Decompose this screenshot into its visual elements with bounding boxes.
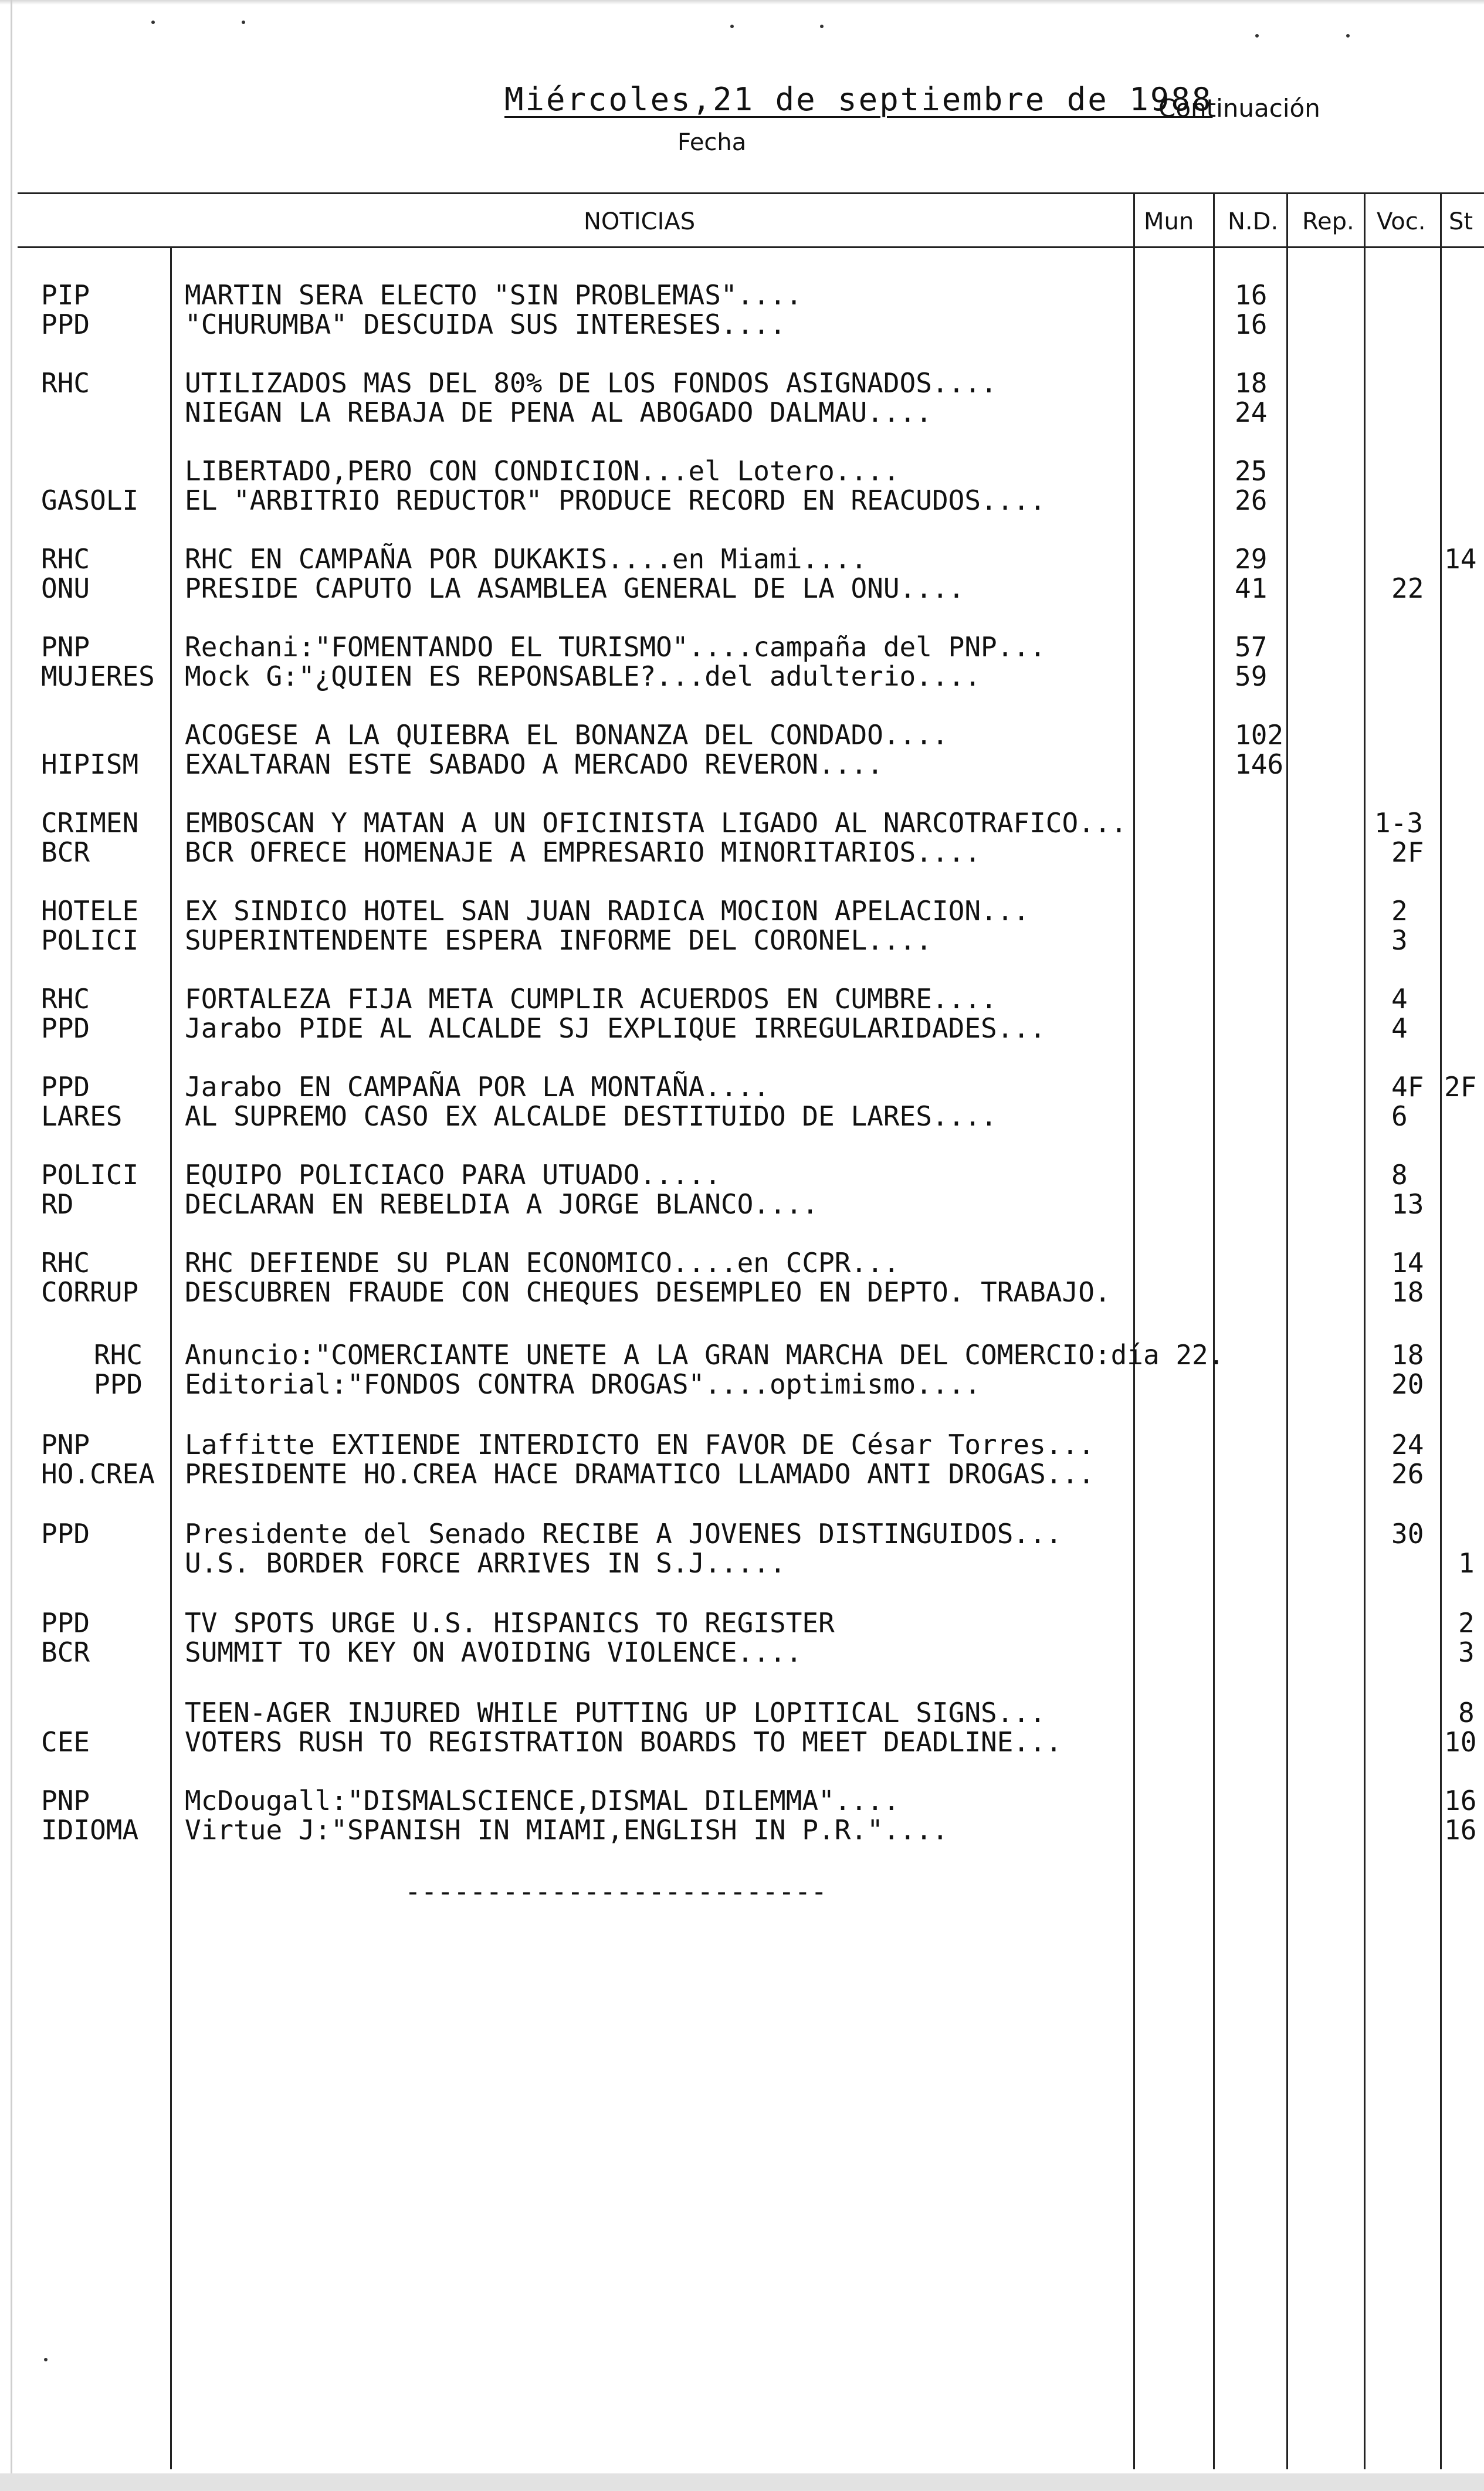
row-headline: Editorial:"FONDOS CONTRA DROGAS"....optimismo.... <box>185 1368 981 1400</box>
row-tag: PNP <box>41 1429 90 1460</box>
row-headline: TV SPOTS URGE U.S. HISPANICS TO REGISTER <box>185 1607 835 1639</box>
row-st: 16 <box>1444 1814 1477 1846</box>
row-tag: CRIMEN <box>41 807 139 839</box>
row-headline: EL "ARBITRIO REDUCTOR" PRODUCE RECORD EN REACUDOS.... <box>185 484 1046 516</box>
row-headline: AL SUPREMO CASO EX ALCALDE DESTITUIDO DE LARES.... <box>185 1100 997 1132</box>
row-tag: MUJERES <box>41 660 155 692</box>
col-header-nd: N.D. <box>1228 208 1279 235</box>
row-tag: RHC <box>41 1247 90 1279</box>
row-headline: EX SINDICO HOTEL SAN JUAN RADICA MOCION APELACION... <box>185 895 1030 927</box>
col-header-noticias: NOTICIAS <box>584 208 696 235</box>
row-headline: FORTALEZA FIJA META CUMPLIR ACUERDOS EN CUMBRE.... <box>185 983 997 1015</box>
row-nd: 102 <box>1235 719 1284 751</box>
row-headline: Presidente del Senado RECIBE A JOVENES DISTINGUIDOS... <box>185 1518 1062 1550</box>
row-tag: HIPISM <box>41 748 139 780</box>
row-tag: BCR <box>41 1636 90 1668</box>
row-tag: PNP <box>41 631 90 663</box>
row-tag: PPD <box>41 1518 90 1550</box>
row-headline: EMBOSCAN Y MATAN A UN OFICINISTA LIGADO AL NARCOTRAFICO... <box>185 807 1127 839</box>
row-voc: 4 <box>1391 1012 1408 1044</box>
tag-column-divider <box>170 246 172 2469</box>
row-voc: 6 <box>1391 1100 1408 1132</box>
row-headline: SUPERINTENDENTE ESPERA INFORME DEL CORONEL.... <box>185 924 932 956</box>
row-headline: UTILIZADOS MAS DEL 80% DE LOS FONDOS ASIGNADOS.... <box>185 367 997 399</box>
row-tag: RHC <box>94 1339 143 1371</box>
row-headline: PRESIDENTE HO.CREA HACE DRAMATICO LLAMADO ANTI DROGAS... <box>185 1458 1095 1490</box>
row-voc: 1-3 <box>1374 807 1424 839</box>
row-headline: PRESIDE CAPUTO LA ASAMBLEA GENERAL DE LA ONU.... <box>185 572 965 604</box>
row-nd: 57 <box>1235 631 1268 663</box>
row-tag: LARES <box>41 1100 123 1132</box>
row-st: 3 <box>1458 1636 1475 1668</box>
row-st: 1 <box>1458 1547 1475 1579</box>
col-header-st: St <box>1449 208 1473 235</box>
row-nd: 41 <box>1235 572 1268 604</box>
row-tag: CORRUP <box>41 1276 139 1308</box>
row-headline: DESCUBREN FRAUDE CON CHEQUES DESEMPLEO EN DEPTO. TRABAJO. <box>185 1276 1111 1308</box>
row-tag: HO.CREA <box>41 1458 155 1490</box>
row-voc: 4F <box>1391 1071 1424 1103</box>
row-nd: 146 <box>1235 748 1284 780</box>
row-voc: 20 <box>1391 1368 1424 1400</box>
row-headline: McDougall:"DISMALSCIENCE,DISMAL DILEMMA".... <box>185 1785 900 1816</box>
row-headline: Laffitte EXTIENDE INTERDICTO EN FAVOR DE César Torres... <box>185 1429 1095 1460</box>
scan-speck <box>44 2358 48 2361</box>
row-st: 16 <box>1444 1785 1477 1816</box>
row-nd: 59 <box>1235 660 1268 692</box>
row-tag: CEE <box>41 1726 90 1758</box>
row-headline: Mock G:"¿QUIEN ES REPONSABLE?...del adulterio.... <box>185 660 981 692</box>
rep-column-divider <box>1286 192 1288 2469</box>
st-column-divider <box>1440 192 1442 2469</box>
row-headline: Jarabo PIDE AL ALCALDE SJ EXPLIQUE IRREGULARIDADES... <box>185 1012 1046 1044</box>
row-st: 2F <box>1444 1071 1477 1103</box>
row-headline: RHC EN CAMPAÑA POR DUKAKIS....en Miami.... <box>185 543 868 575</box>
row-voc: 30 <box>1391 1518 1424 1550</box>
row-headline: MARTIN SERA ELECTO "SIN PROBLEMAS".... <box>185 279 802 311</box>
scan-top-edge <box>0 0 1484 5</box>
row-headline: BCR OFRECE HOMENAJE A EMPRESARIO MINORITARIOS.... <box>185 836 981 868</box>
voc-column-divider <box>1364 192 1366 2469</box>
scan-left-edge <box>11 0 12 2491</box>
scan-speck <box>1346 34 1350 38</box>
row-tag: PPD <box>41 1012 90 1044</box>
row-nd: 25 <box>1235 455 1268 487</box>
row-headline: Virtue J:"SPANISH IN MIAMI,ENGLISH IN P.R.".... <box>185 1814 948 1846</box>
row-nd: 24 <box>1235 396 1268 428</box>
row-tag: PPD <box>41 1607 90 1639</box>
row-voc: 24 <box>1391 1429 1424 1460</box>
row-tag: BCR <box>41 836 90 868</box>
col-header-voc: Voc. <box>1377 208 1426 235</box>
scan-speck <box>730 25 734 28</box>
row-voc: 2 <box>1391 895 1408 927</box>
row-voc: 18 <box>1391 1276 1424 1308</box>
row-tag: RHC <box>41 983 90 1015</box>
row-tag: PPD <box>41 309 90 340</box>
row-tag: RD <box>41 1188 74 1220</box>
row-voc: 26 <box>1391 1458 1424 1490</box>
row-nd: 29 <box>1235 543 1268 575</box>
row-voc: 3 <box>1391 924 1408 956</box>
row-headline: Jarabo EN CAMPAÑA POR LA MONTAÑA.... <box>185 1071 770 1103</box>
row-headline: Rechani:"FOMENTANDO EL TURISMO"....campaña del PNP... <box>185 631 1046 663</box>
scan-speck <box>151 21 155 24</box>
table-top-rule <box>18 192 1484 194</box>
col-header-rep: Rep. <box>1302 208 1354 235</box>
row-nd: 16 <box>1235 309 1268 340</box>
row-tag: PIP <box>41 279 90 311</box>
row-headline: LIBERTADO,PERO CON CONDICION...el Lotero.... <box>185 455 900 487</box>
row-headline: EQUIPO POLICIACO PARA UTUADO..... <box>185 1159 721 1191</box>
row-headline: ACOGESE A LA QUIEBRA EL BONANZA DEL CONDADO.... <box>185 719 948 751</box>
row-headline: Anuncio:"COMERCIANTE UNETE A LA GRAN MARCHA DEL COMERCIO:día 22. <box>185 1339 1225 1371</box>
row-nd: 16 <box>1235 279 1268 311</box>
row-tag: GASOLI <box>41 484 139 516</box>
row-voc: 8 <box>1391 1159 1408 1191</box>
row-headline: RHC DEFIENDE SU PLAN ECONOMICO....en CCPR... <box>185 1247 900 1279</box>
row-tag: ONU <box>41 572 90 604</box>
row-st: 10 <box>1444 1726 1477 1758</box>
row-tag: HOTELE <box>41 895 139 927</box>
row-voc: 22 <box>1391 572 1424 604</box>
scan-speck <box>820 25 824 28</box>
continuation-label: Continuación <box>1158 94 1320 123</box>
date-text: Miércoles,21 de septiembre de 1988 <box>504 81 1213 118</box>
row-nd: 18 <box>1235 367 1268 399</box>
col-header-mun: Mun <box>1144 208 1194 235</box>
row-voc: 18 <box>1391 1339 1424 1371</box>
scan-speck <box>242 21 245 24</box>
row-headline: DECLARAN EN REBELDIA A JORGE BLANCO.... <box>185 1188 819 1220</box>
row-voc: 14 <box>1391 1247 1424 1279</box>
table-header-rule <box>18 246 1484 248</box>
row-voc: 2F <box>1391 836 1424 868</box>
row-st: 8 <box>1458 1697 1475 1729</box>
row-tag: POLICI <box>41 1159 139 1191</box>
row-headline: TEEN-AGER INJURED WHILE PUTTING UP LOPITICAL SIGNS... <box>185 1697 1046 1729</box>
end-of-list-rule: -------------------------- <box>405 1876 828 1907</box>
row-tag: PPD <box>41 1071 90 1103</box>
row-tag: RHC <box>41 543 90 575</box>
row-tag: PNP <box>41 1785 90 1816</box>
row-headline: SUMMIT TO KEY ON AVOIDING VIOLENCE.... <box>185 1636 802 1668</box>
row-headline: NIEGAN LA REBAJA DE PENA AL ABOGADO DALMAU.... <box>185 396 932 428</box>
row-st: 14 <box>1444 543 1477 575</box>
row-st: 2 <box>1458 1607 1475 1639</box>
row-headline: VOTERS RUSH TO REGISTRATION BOARDS TO MEET DEADLINE... <box>185 1726 1062 1758</box>
row-voc: 4 <box>1391 983 1408 1015</box>
row-voc: 13 <box>1391 1188 1424 1220</box>
row-headline: "CHURUMBA" DESCUIDA SUS INTERESES.... <box>185 309 786 340</box>
row-tag: POLICI <box>41 924 139 956</box>
row-tag: RHC <box>41 367 90 399</box>
row-tag: IDIOMA <box>41 1814 139 1846</box>
row-headline: EXALTARAN ESTE SABADO A MERCADO REVERON.... <box>185 748 883 780</box>
scan-speck <box>1255 34 1259 38</box>
row-tag: PPD <box>94 1368 143 1400</box>
mun-column-divider <box>1133 192 1135 2469</box>
nd-column-divider <box>1213 192 1215 2469</box>
fecha-label: Fecha <box>677 129 747 156</box>
scan-bottom-edge <box>0 2473 1484 2491</box>
row-nd: 26 <box>1235 484 1268 516</box>
row-headline: U.S. BORDER FORCE ARRIVES IN S.J..... <box>185 1547 786 1579</box>
